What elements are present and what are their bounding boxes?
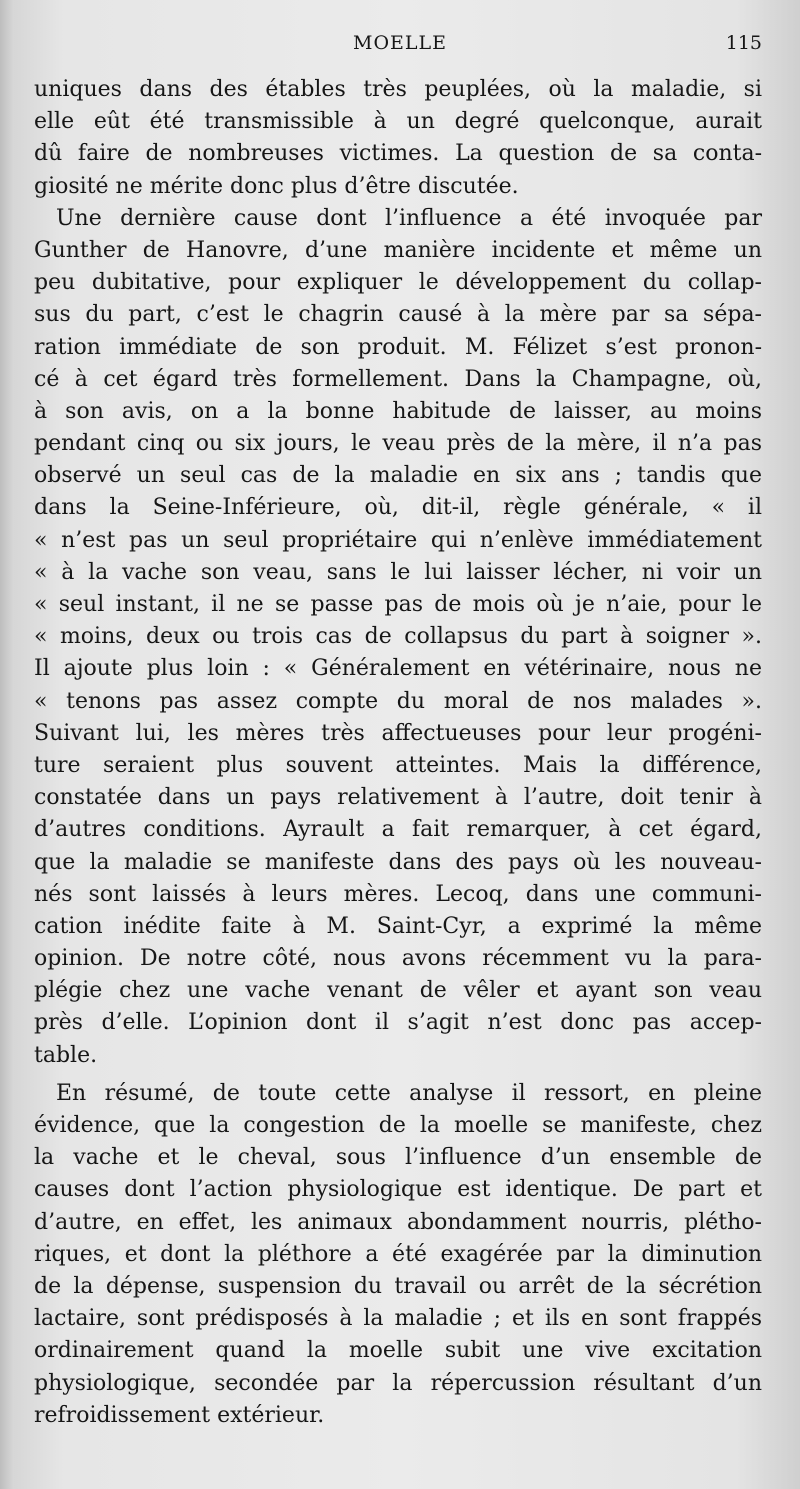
text-line: lactaire, sont prédisposés à la maladie ; et ils en sont frappés xyxy=(34,1306,762,1332)
page-number: 115 xyxy=(725,32,762,54)
text-line: à son avis, on a la bonne habitude de laisser, au moins xyxy=(34,398,762,424)
text-line: pendant cinq ou six jours, le veau près de la mère, il n’a pas xyxy=(34,431,762,457)
text-line: « tenons pas assez compte du moral de nos malades ». xyxy=(34,688,762,714)
text-line: d’autre, en effet, les animaux abondamment nourris, plétho- xyxy=(34,1209,762,1235)
paragraph xyxy=(34,203,762,1072)
paragraph xyxy=(34,74,762,203)
text-line: uniques dans des étables très peuplées, où la maladie, si xyxy=(34,77,762,102)
text-line: « n’est pas un seul propriétaire qui n’enlève immédiatement xyxy=(34,527,762,553)
text-line: évidence, que la congestion de la moelle se manifeste, chez xyxy=(34,1113,762,1138)
text-line: dû faire de nombreuses victimes. La question de sa conta- xyxy=(34,141,762,167)
text-line: Gunther de Hanovre, d’une manière incidente et même un xyxy=(34,237,762,263)
text-line: cé à cet égard très formellement. Dans la Champagne, où, xyxy=(34,366,762,392)
text-line: riques, et dont la pléthore a été exagérée par la diminution xyxy=(34,1241,762,1267)
text-line: Une dernière cause dont l’influence a été invoquée par xyxy=(56,205,762,231)
text-line: la vache et le cheval, sous l’influence d’un ensemble de xyxy=(34,1145,762,1171)
text-line: Il ajoute plus loin : « Généralement en vétérinaire, nous ne xyxy=(34,656,762,682)
text-line: près d’elle. L’opinion dont il s’agit n’est donc pas accep- xyxy=(34,1010,762,1036)
text-line: ration immédiate de son produit. M. Félizet s’est pronon- xyxy=(34,334,762,360)
page-header xyxy=(30,32,770,60)
text-line: sus du part, c’est le chagrin causé à la mère par sa sépa- xyxy=(34,302,762,328)
text-line: physiologique, secondée par la répercussion résultant d’un xyxy=(34,1370,762,1396)
paragraph xyxy=(34,1078,762,1432)
text-line: observé un seul cas de la maladie en six ans ; tandis que xyxy=(34,463,762,489)
text-line: plégie chez une vache venant de vêler et ayant son veau xyxy=(34,978,762,1004)
text-line: dans la Seine-Inférieure, où, dit-il, règle générale, « il xyxy=(34,495,762,521)
text-line: constatée dans un pays relativement à l’autre, doit tenir à xyxy=(34,785,762,811)
text-line: peu dubitative, pour expliquer le développement du collap- xyxy=(34,270,762,296)
text-line: de la dépense, suspension du travail ou arrêt de la sécrétion xyxy=(34,1273,762,1299)
running-title: MOELLE xyxy=(352,32,447,54)
text-line: « à la vache son veau, sans le lui laisser lécher, ni voir un xyxy=(34,559,762,585)
text-line: giosité ne mérite donc plus d’être discutée. xyxy=(34,173,519,199)
text-line: table. xyxy=(34,1042,98,1068)
page-binding-edge xyxy=(0,0,14,1489)
text-line: que la maladie se manifeste dans des pays où les nouveau- xyxy=(34,849,762,875)
text-line: « moins, deux ou trois cas de collapsus du part à soigner ». xyxy=(34,624,762,650)
text-line: En résumé, de toute cette analyse il ressort, en pleine xyxy=(56,1080,762,1106)
text-line: opinion. De notre côté, nous avons récemment vu la para- xyxy=(34,946,762,972)
text-line: d’autres conditions. Ayrault a fait remarquer, à cet égard, xyxy=(34,817,762,843)
page-body xyxy=(34,74,762,1432)
text-line: causes dont l’action physiologique est identique. De part et xyxy=(34,1177,762,1203)
text-line: cation inédite faite à M. Saint-Cyr, a exprimé la même xyxy=(34,913,762,939)
text-line: elle eût été transmissible à un degré quelconque, aurait xyxy=(34,109,762,135)
text-line: Suivant lui, les mères très affectueuses pour leur progéni- xyxy=(34,720,762,746)
text-line: refroidissement extérieur. xyxy=(34,1402,325,1428)
text-line: nés sont laissés à leurs mères. Lecoq, dans une communi- xyxy=(34,881,762,907)
text-line: « seul instant, il ne se passe pas de mois où je n’aie, pour le xyxy=(34,592,762,617)
text-line: ordinairement quand la moelle subit une vive excitation xyxy=(34,1338,762,1364)
text-line: ture seraient plus souvent atteintes. Mais la différence, xyxy=(34,752,762,778)
